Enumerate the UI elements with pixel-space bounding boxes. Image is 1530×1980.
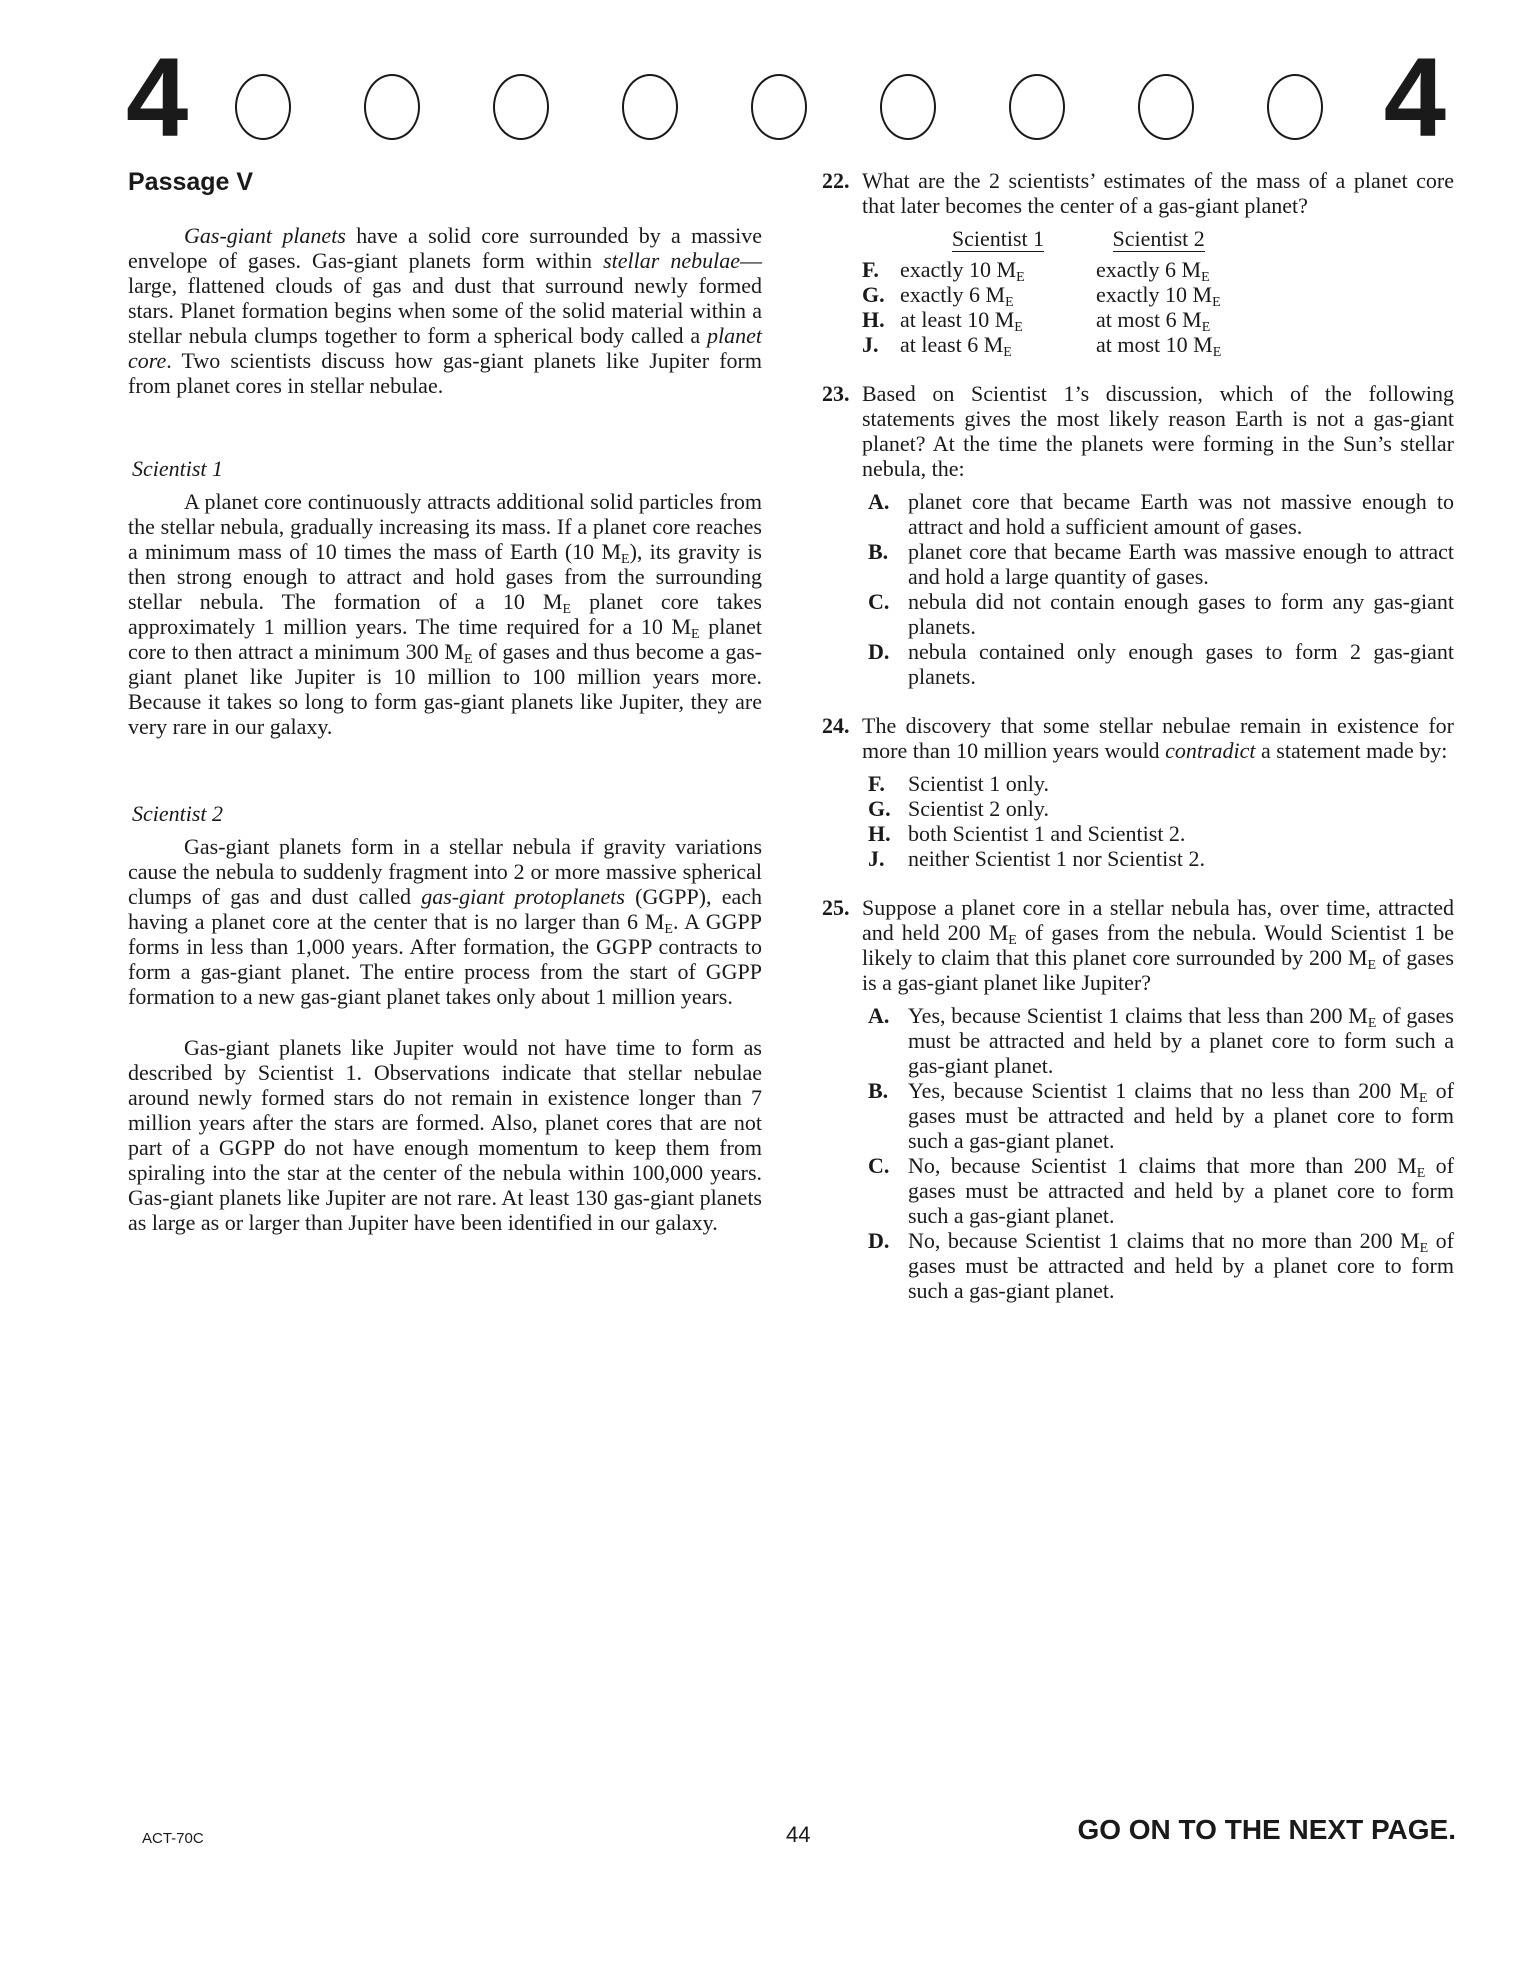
option-text: at least 6 M (900, 332, 1004, 357)
option-text: Yes, because Scientist 1 claims that less than 200 M (908, 1003, 1368, 1028)
table-header-text: Scientist 1 (951, 226, 1045, 251)
question-24 (822, 713, 1454, 871)
option-letter: J. (862, 332, 879, 357)
option-text: planet core that became Earth was not massive enough to attract and hold a sufficient amount of gases. (908, 489, 1454, 539)
term-stellar-nebulae: stellar nebulae (603, 248, 740, 273)
subscript-e: E (562, 602, 572, 617)
text-run: Gas-giant planets form in a stellar nebula if gravity variations cause the nebula to suddenly fragment into 2 or more massive spherical clumps of gas and dust called (128, 834, 762, 909)
option-letter: A. (868, 489, 890, 514)
option-text: Yes, because Scientist 1 claims that no less than 200 M (908, 1078, 1419, 1103)
answer-option-c[interactable] (862, 589, 1454, 639)
text-run: of gases and thus become a gas-giant planet like Jupiter is 10 million to 100 million years more. Because it takes so long to form gas-giant planets like Jupiter, they are very rare in our galaxy. (128, 639, 762, 739)
question-number: 23. (822, 381, 850, 406)
subscript-e: E (463, 652, 473, 667)
option-text: nebula did not contain enough gases to form any gas-giant planets. (908, 589, 1454, 639)
option-letter: G. (868, 796, 891, 821)
option-letter: C. (868, 589, 890, 614)
answer-option-j[interactable] (862, 846, 1454, 871)
option-text: of gases must be attracted and held by a planet core to form such a gas-giant planet. (908, 1228, 1455, 1303)
page-header (124, 35, 1446, 160)
intro-text: . Two scientists discuss how gas-giant planets like Jupiter form from planet cores in stellar nebulae. (128, 348, 762, 398)
option-letter: C. (868, 1153, 890, 1178)
text-run: ), its gravity is then strong enough to attract and hold gases from the surrounding stellar nebula. The formation of a 10 M (128, 539, 762, 614)
scientist1-heading: Scientist 1 (132, 456, 224, 481)
option-text: at most 10 M (1096, 332, 1213, 357)
scientist2-paragraph-2: Gas-giant planets like Jupiter would not have time to form as described by Scientist 1. Observations indicate that stellar nebulae around newly formed stars do not remain in existence longer than 7 million years after the stars are formed. Also, planet cores that are not part of a GGPP do not have enough momentum to keep them from spiraling into the star at the center of the nebula within 100,000 years. Gas-giant planets like Jupiter are not rare. At least 130 gas-giant planets as large as or larger than Jupiter have been identified in our galaxy. (128, 1035, 762, 1235)
text-run: a statement made by: (1255, 738, 1448, 763)
answer-options (862, 1003, 1454, 1303)
subscript-e: E (1005, 295, 1014, 310)
option-text: neither Scientist 1 nor Scientist 2. (908, 846, 1205, 871)
option-text: nebula contained only enough gases to form 2 gas-giant planets. (908, 639, 1454, 689)
separator-circle (880, 74, 936, 140)
option-text: No, because Scientist 1 claims that more than 200 M (908, 1153, 1417, 1178)
page-number: 44 (786, 1822, 811, 1847)
text-run: of gases from the nebula. Would Scientist 1 be likely to claim that this planet core surrounded by 200 M (862, 920, 1454, 970)
option-letter: B. (868, 1078, 889, 1103)
text-run: of gases is a gas-giant planet like Jupiter? (862, 945, 1454, 995)
question-23 (822, 381, 1454, 689)
option-letter: D. (868, 1228, 890, 1253)
answer-option-g[interactable] (862, 796, 1454, 821)
option-letter: H. (862, 307, 885, 332)
question-number: 22. (822, 168, 850, 193)
option-text: exactly 10 M (900, 257, 1017, 282)
text-run: A planet core continuously attracts additional solid particles from the stellar nebula, gradually increasing its mass. If a planet core reaches a minimum mass of 10 times the mass of Earth (10 M (128, 489, 762, 564)
next-page-instruction: GO ON TO THE NEXT PAGE. (1077, 1814, 1456, 1845)
option-text: exactly 6 M (1096, 257, 1202, 282)
subscript-e: E (1416, 1166, 1426, 1181)
option-letter: B. (868, 539, 889, 564)
option-text: Scientist 2 only. (908, 796, 1049, 821)
subscript-e: E (1008, 933, 1017, 948)
option-letter: F. (868, 771, 885, 796)
subscript-e: E (664, 922, 673, 937)
option-text: exactly 6 M (900, 282, 1006, 307)
subscript-e: E (1212, 295, 1221, 310)
subscript-e: E (1419, 1241, 1429, 1256)
question-text: Based on Scientist 1’s discussion, which of the following statements gives the most likely reason Earth is not a gas-giant planet? At the time the planets were forming in the Sun’s stellar nebula, the: (862, 381, 1454, 481)
answer-option-a[interactable] (862, 489, 1454, 539)
table-header-text: Scientist 2 (1112, 226, 1205, 251)
subscript-e: E (1003, 345, 1012, 360)
answer-option-f[interactable] (862, 257, 1221, 282)
separator-circle (622, 74, 678, 140)
option-letter: A. (868, 1003, 890, 1028)
option-letter: G. (862, 282, 885, 307)
question-text (862, 713, 1454, 763)
option-text: of gases must be attracted and held by a planet core to form such a gas-giant planet. (908, 1003, 1454, 1078)
option-text: of gases must be attracted and held by a planet core to form such a gas-giant planet. (908, 1078, 1454, 1153)
emphasis: contradict (1165, 738, 1256, 763)
subscript-e: E (1212, 345, 1222, 360)
answer-option-f[interactable] (862, 771, 1454, 796)
answer-option-d[interactable] (862, 639, 1454, 689)
separator-circle (493, 74, 549, 140)
separator-circle (364, 74, 420, 140)
scientist2-paragraph-1 (128, 834, 762, 1009)
term-planet-core: planet core (128, 323, 762, 373)
question-number: 25. (822, 895, 850, 920)
answer-option-b[interactable] (862, 539, 1454, 589)
option-letter: D. (868, 639, 890, 664)
intro-text: have a solid core surrounded by a massive envelope of gases. Gas-giant planets form within (128, 223, 762, 273)
subscript-e: E (1201, 270, 1210, 285)
text-run: . A GGPP forms in less than 1,000 years. After formation, the GGPP contracts to form a gas-giant planet. The entire process from the start of GGPP formation to a new gas-giant planet takes only about 1 million years. (128, 909, 762, 1009)
subscript-e: E (1367, 1016, 1377, 1031)
text-run: (GGPP), each having a planet core at the center that is no larger than 6 M (128, 884, 762, 934)
separator-circle (751, 74, 807, 140)
subscript-e: E (621, 552, 630, 567)
separator-circle (1267, 74, 1323, 140)
answer-option-j[interactable] (862, 332, 1221, 357)
option-letter: J. (868, 846, 885, 871)
term-ggpp: gas-giant protoplanets (421, 884, 625, 909)
option-text: exactly 10 M (1096, 282, 1213, 307)
answer-options (862, 771, 1454, 871)
subscript-e: E (1367, 958, 1377, 973)
option-text: of gases must be attracted and held by a planet core to form such a gas-giant planet. (908, 1153, 1455, 1228)
table-header-scientist2 (1096, 226, 1221, 257)
separator-circle (1138, 74, 1194, 140)
answer-table (862, 226, 1222, 360)
scientist1-paragraph (128, 489, 762, 739)
answer-option-h[interactable] (862, 821, 1454, 846)
subscript-e: E (1014, 320, 1023, 335)
answer-option-g[interactable] (862, 282, 1221, 307)
text-run: The discovery that some stellar nebulae remain in existence for more than 10 million years would (862, 713, 1454, 763)
section-number-left: 4 (126, 35, 189, 160)
question-text: What are the 2 scientists’ estimates of the mass of a planet core that later becomes the center of a gas-giant planet? (862, 168, 1454, 218)
question-22 (822, 168, 1454, 360)
option-text: Scientist 1 only. (908, 771, 1049, 796)
option-letter: F. (862, 257, 879, 282)
question-text (862, 895, 1454, 995)
separator-circle (235, 74, 291, 140)
answer-options (862, 489, 1454, 689)
option-text: both Scientist 1 and Scientist 2. (908, 821, 1186, 846)
intro-text: —large, flattened clouds of gas and dust that surround newly formed stars. Planet formation begins when some of the solid material within a stellar nebula clumps together to form a spherical body called a (128, 248, 762, 348)
text-run: planet core takes approximately 1 million years. The time required for a 10 M (128, 589, 762, 639)
answer-option-c[interactable] (862, 1153, 1454, 1228)
option-letter: H. (868, 821, 891, 846)
subscript-e: E (1016, 270, 1025, 285)
answer-option-a[interactable] (862, 1003, 1454, 1078)
answer-option-d[interactable] (862, 1228, 1454, 1303)
subscript-e: E (691, 627, 700, 642)
text-run: planet core to then attract a minimum 300 M (128, 614, 762, 664)
text-run: Suppose a planet core in a stellar nebula has, over time, attracted and held 200 M (862, 895, 1454, 945)
answer-option-h[interactable] (862, 307, 1221, 332)
subscript-e: E (1201, 320, 1211, 335)
option-text: No, because Scientist 1 claims that no more than 200 M (908, 1228, 1420, 1253)
option-text: at most 6 M (1096, 307, 1202, 332)
option-text: planet core that became Earth was massive enough to attract and hold a large quantity of gases. (908, 539, 1454, 589)
questions-column (822, 168, 1454, 1303)
scientist2-heading: Scientist 2 (132, 801, 224, 826)
passage-title: Passage V (128, 168, 254, 196)
form-code: ACT-70C (142, 1830, 204, 1847)
separator-circle (1009, 74, 1065, 140)
question-number: 24. (822, 713, 850, 738)
section-number-right: 4 (1383, 35, 1446, 160)
term-gas-giant-planets: Gas-giant planets (184, 223, 346, 248)
question-25 (822, 895, 1454, 1303)
option-text: at least 10 M (900, 307, 1015, 332)
subscript-e: E (1418, 1091, 1428, 1106)
answer-option-b[interactable] (862, 1078, 1454, 1153)
passage-column (128, 170, 762, 1235)
table-header-scientist1 (900, 226, 1096, 257)
passage-intro (128, 223, 762, 398)
